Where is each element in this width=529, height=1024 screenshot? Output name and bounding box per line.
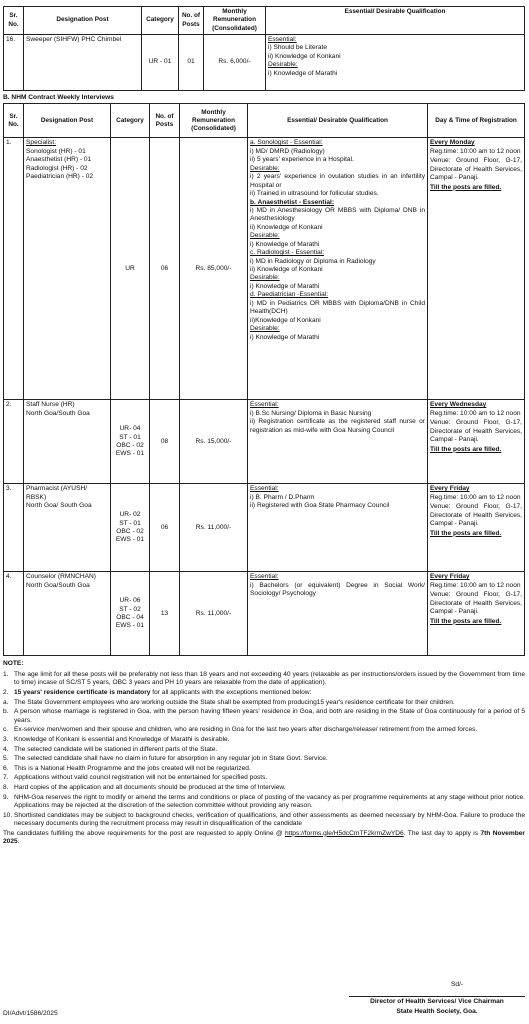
header-category: Category [142, 7, 179, 35]
header-qualification: Essential/ Desirable Qualification [266, 7, 525, 35]
signatory-org: State Health Society, Goa. [396, 1008, 478, 1015]
row-posts: 08 [150, 400, 180, 484]
category-line: OBC - 02 [116, 441, 144, 449]
validity-note: Till the posts are filled. [430, 445, 502, 453]
note-text [14, 699, 525, 707]
post-line: Counselor (RMNCHAN) [26, 573, 96, 581]
qualification-line: Desirable: [250, 164, 280, 172]
qualification-line: i) Should be Literate [268, 44, 328, 52]
qualification-line: d. Paediatrician -Essential: [250, 291, 329, 299]
row-qualification [248, 400, 428, 484]
header-sr: Sr. No. [4, 104, 24, 138]
table-row [4, 400, 525, 484]
interview-day: Every Friday [430, 485, 470, 493]
note-body: NHM-Goa reserves the right to modify or amend the terms and conditions or place of posting of the vacancy as per programme requirements at any stage without prior notice. Applications may be rejected at the discretion of the selection committee without providing any reason. [14, 793, 525, 810]
notes-title: NOTE: [3, 660, 24, 668]
row-qualification [266, 35, 525, 91]
row-sr: 4. [4, 572, 24, 656]
note-body: The age limit for all these posts will be preferably not less than 18 years and not exceeding 40 years (relaxable as per instructions/orders issued by the Government from time to time) incase of SC/ST 5 years, OBC 3 years and PH 10 years are relaxable from the date of application). [14, 670, 525, 687]
row-pay: Rs. 11,000/- [180, 484, 248, 572]
note-text [14, 774, 525, 782]
header-posts: No. of Posts [150, 104, 180, 138]
row-category [111, 400, 150, 484]
category-line: EWS - 01 [115, 622, 145, 630]
row-pay: Rs. 11,000/- [180, 572, 248, 656]
category-line: EWS - 01 [115, 450, 145, 458]
registration-time: Reg.time: 10:00 am to 12 noon [430, 409, 521, 417]
qualification-line: b. Anaesthetist - Essential: [250, 198, 335, 206]
table-row [4, 138, 525, 400]
note-number: a. [3, 698, 9, 706]
venue: Venue: Ground Floor, G-17, Directorate of Health Services, Campal - Panaji. [430, 419, 522, 444]
note-item [3, 784, 525, 792]
note-body: Knowledge of Konkani is essential and Knowledge of Marathi is desirable. [14, 735, 230, 743]
desirable-label: Desirable: [268, 61, 298, 69]
category-line: EWS - 01 [115, 536, 145, 544]
notes-list [3, 671, 525, 829]
note-item [3, 671, 525, 688]
note-number: 1. [3, 670, 9, 678]
row-post [24, 484, 111, 572]
note-number: 8. [3, 784, 9, 791]
post-line: Radiologist (HR) - 02 [26, 164, 88, 172]
note-body: Shortlisted candidates may be subject to background checks, verification of qualifications, and other assessments as deemed necessary by NHM-Goa. Failure to produce the necessary documents during the recruitment process may result in disqualification of the candidate [14, 811, 525, 828]
note-text [14, 746, 525, 754]
category-line: OBC - 04 [116, 613, 144, 621]
qualification-line: Essential: [250, 485, 279, 493]
note-text [14, 736, 525, 744]
category-line: ST - 02 [119, 605, 141, 613]
note-text [14, 812, 525, 829]
qualification-line: i) Knowledge of Marathi [250, 240, 320, 248]
apply-paragraph [3, 830, 525, 847]
validity-note: Till the posts are filled. [430, 183, 502, 191]
row-post [24, 400, 111, 484]
row-post [24, 138, 111, 400]
note-item [3, 736, 525, 744]
note-number: 9. [3, 793, 9, 801]
qualification-line: ii) Trained in ultrasound for follicular studies. [250, 190, 379, 198]
note-number: 10. [3, 811, 13, 819]
validity-note: Till the posts are filled. [430, 529, 502, 537]
signatory-title: Director of Health Services/ Vice Chairman [370, 998, 504, 1005]
note-item [3, 746, 525, 754]
row-qualification [248, 572, 428, 656]
note-body: The selected candidate shall have no claim in future for absorption in any regular job in State Govt. Service. [14, 755, 328, 763]
qualification-line: i) Knowledge of Marathi [250, 282, 320, 290]
row-registration [428, 138, 525, 400]
category-line: ST - 01 [119, 433, 141, 441]
note-emphasis: 15 years' residence certificate is mandatory [14, 688, 151, 696]
note-text [14, 794, 525, 811]
note-body: Applications without valid council registration will not be entertained for specified posts. [14, 774, 268, 782]
table-body [4, 138, 525, 656]
category-line: OBC - 02 [116, 527, 144, 535]
note-text [14, 708, 525, 725]
table-row [4, 35, 525, 91]
interview-day: Every Wednesday [430, 401, 487, 409]
qualification-line: Desirable: [250, 274, 280, 282]
validity-note: Till the posts are filled. [430, 617, 502, 625]
note-body: The selected candidate will be stationed in different parts of the State. [14, 745, 218, 753]
table-weekly-interviews [3, 103, 525, 656]
qualification-line: ii) Knowledge of Konkani [250, 266, 323, 273]
header-post: Designation Post [24, 104, 111, 138]
apply-text: The candidates fulfilling the above requirements for the post are requested to apply Online @ [3, 829, 285, 837]
note-body: This is a National Health Programme and the jobs created will not be regularized. [14, 764, 251, 772]
row-posts: 13 [150, 572, 180, 656]
row-registration [428, 400, 525, 484]
note-item [3, 726, 525, 734]
registration-time: Reg.time: 10:00 am to 12 noon [430, 493, 521, 501]
row-pay: Rs. 15,000/- [180, 400, 248, 484]
qualification-line: Desirable: [250, 325, 280, 333]
row-category: UR - 01 [142, 35, 179, 91]
apply-text-end: . [17, 838, 20, 846]
essential-label: Essential: [268, 36, 297, 43]
venue: Venue: Ground Floor, G-17, Directorate of Health Services, Campal - Panaji. [430, 591, 522, 616]
note-number: c. [3, 726, 9, 734]
note-item [3, 774, 525, 782]
qualification-line: ii) Knowledge of Konkani [268, 52, 341, 60]
table-row [4, 572, 525, 656]
qualification-line: ii) Knowledge of Konkani [250, 223, 323, 231]
row-post [24, 572, 111, 656]
header-registration: Day & Time of Registration [428, 104, 525, 138]
header-post: Designation Post [24, 7, 142, 35]
qualification-line: i) B.Sc Nursing/ Diploma in Basic Nursing [250, 409, 372, 417]
row-sr: 2. [4, 400, 24, 484]
row-sr: 3. [4, 484, 24, 572]
row-registration [428, 484, 525, 572]
note-number: 7. [3, 774, 9, 782]
advertisement-page [3, 6, 525, 847]
post-line: Paediatrician (HR) - 02 [26, 173, 94, 181]
note-body: The State Government employees who are working outside the State shall be exempted from producing15 year's residence certificate for their children. [14, 698, 455, 706]
note-body: A person whose marriage is registered in Goa, with the person having fifteen years' residence in Goa, and both are residing in the State of Goa continuously for a period of 5 years. [14, 708, 525, 724]
note-text [14, 755, 525, 763]
row-pay: Rs. 6,000/- [204, 35, 266, 91]
row-posts: 06 [150, 138, 180, 400]
advertisement-reference: DI/Advt/1586/2025 [3, 1010, 58, 1017]
note-number: 3. [3, 735, 9, 743]
header-qualification: Essential/ Desirable Qualification [248, 104, 428, 138]
row-pay: Rs. 85,000/- [180, 138, 248, 400]
qualification-line: i) MD/ DMRD (Radiology) [250, 147, 325, 155]
post-line: Sonologist (HR) - 01 [26, 147, 86, 155]
interview-day: Every Monday [430, 139, 475, 147]
row-sr: 1. [4, 138, 24, 400]
note-number: 2. [3, 688, 9, 696]
note-text [14, 765, 525, 773]
row-qualification [248, 484, 428, 572]
row-post: Sweeper (SIHFW) PHC Chimbel [24, 35, 142, 91]
qualification-line: i) Bachelors (or equivalent) Degree in Social Work/ Sociology/ Psychology [250, 581, 425, 598]
table-sweeper [3, 6, 525, 91]
header-pay: Monthly Remuneration (Consolidated) [180, 104, 248, 138]
qualification-line: a. Sonologist - Essential: [250, 139, 323, 147]
note-item [3, 794, 525, 811]
notes-section [3, 660, 525, 846]
category-line: UR- 04 [119, 425, 141, 433]
note-item [3, 689, 525, 697]
note-body: Ex-service men/women and their spouse and children, who are residing in Goa for the last two years after discharge/release/ retirement from the armed forces. [14, 726, 478, 734]
post-line: Staff Nurse (HR) [26, 401, 75, 409]
row-category [111, 572, 150, 656]
qualification-line: i) 2 years' experience in ovulation studies in an infertility Hospital or [250, 173, 425, 189]
apply-link[interactable]: https://forms.gle/H5dcCmTF2krmZwYD6 [284, 829, 404, 837]
post-line: Anaesthetist (HR) - 01 [26, 156, 92, 164]
venue: Venue: Ground Floor, G-17, Directorate of Health Services, Campal - Panaji. [430, 157, 522, 182]
qualification-line: i) MD in Pediatrics OR MBBS with Diploma/DNB in Child Health(DCH) [250, 299, 425, 316]
qualification-line: ii)Knowledge of Konkani [250, 316, 321, 324]
qualification-line: Desirable: [250, 232, 280, 240]
note-text [14, 689, 525, 697]
note-text [14, 784, 525, 792]
table-header-row [4, 7, 525, 35]
signature-line [349, 996, 525, 997]
note-item [3, 699, 525, 707]
qualification-line: ii) Registration certificate as the registered staff nurse or registration as mid-wife with Goa Nursing Council [250, 418, 425, 434]
registration-time: Reg.time: 10:00 am to 12 noon [430, 581, 521, 589]
note-number: 5. [3, 755, 9, 763]
qualification-line: Essential: [250, 401, 279, 409]
row-qualification [248, 138, 428, 400]
header-pay: Monthly Remuneration (Consolidated) [204, 7, 266, 35]
apply-deadline: 7th November 2025 [3, 829, 525, 846]
sd-mark: Sd/- [451, 981, 464, 988]
note-text [14, 671, 525, 688]
post-title: Specialist: [26, 139, 57, 147]
note-item [3, 708, 525, 725]
row-sr: 16. [4, 35, 24, 91]
qualification-line: i) MD in Radiology or Diploma in Radiology [250, 257, 376, 265]
post-line: North Goa/South Goa [26, 409, 90, 417]
row-posts: 06 [150, 484, 180, 572]
header-category: Category [111, 104, 150, 138]
note-item [3, 812, 525, 829]
row-category [111, 484, 150, 572]
qualification-line: Essential: [250, 573, 279, 581]
note-text [14, 726, 525, 734]
header-posts: No. of Posts [179, 7, 204, 35]
venue: Venue: Ground Floor, G-17, Directorate of Health Services, Campal - Panaji. [430, 503, 522, 528]
row-posts: 01 [179, 35, 204, 91]
category-line: UR- 02 [119, 511, 141, 519]
section-b-title: B. NHM Contract Weekly Interviews [3, 94, 114, 101]
qualification-line: ii) 5 years' experience in a Hospital. [250, 156, 354, 164]
header-sr: Sr. No. [4, 7, 24, 35]
note-body: Hard copies of the application and all documents should be produced at the time of Interview. [14, 784, 286, 791]
apply-text-mid: . The last day to apply is [403, 829, 481, 837]
note-item [3, 755, 525, 763]
table-header-row [4, 104, 525, 138]
category-line: ST - 01 [119, 519, 141, 527]
note-number: 4. [3, 745, 9, 753]
post-line: North Goa/South Goa [26, 581, 90, 589]
interview-day: Every Friday [430, 573, 470, 581]
qualification-line: i) Knowledge of Marathi [268, 69, 338, 77]
note-number: 6. [3, 764, 9, 772]
qualification-line: i) MD in Anesthesiology OR MBBS with Diploma/ DNB in Anesthesiology [250, 206, 425, 223]
qualification-line: i) Knowledge of Marathi [250, 333, 320, 341]
qualification-line: c. Radiologist - Essential: [250, 249, 325, 257]
category-line: UR [125, 264, 135, 272]
row-category [111, 138, 150, 400]
category-line: UR- 06 [119, 597, 141, 605]
post-line: North Goa/ South Goa [26, 502, 92, 510]
row-registration [428, 572, 525, 656]
table-row [4, 484, 525, 572]
post-line: Pharmacist (AYUSH/ RBSK) [26, 485, 88, 501]
note-body: for all applicants with the exceptions mentioned below: [150, 688, 312, 696]
qualification-line: i) B. Pharm / D.Pharm [250, 493, 315, 501]
note-item [3, 765, 525, 773]
note-number: b. [3, 708, 9, 716]
qualification-line: ii) Registered with Goa State Pharmacy Council [250, 502, 390, 510]
registration-time: Reg.time: 10:00 am to 12 noon [430, 147, 521, 155]
